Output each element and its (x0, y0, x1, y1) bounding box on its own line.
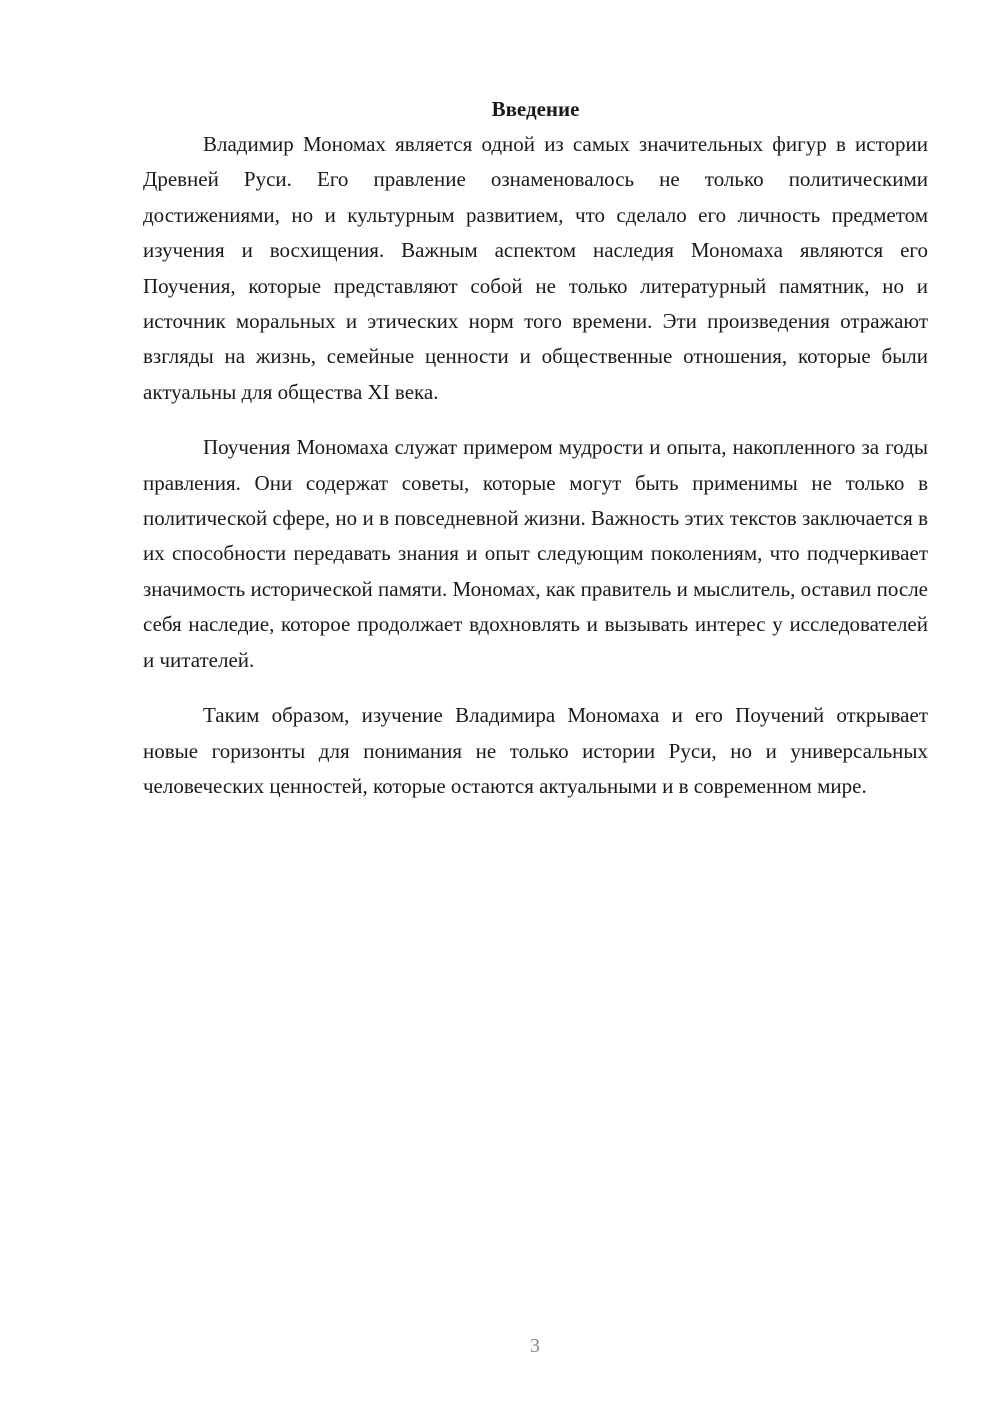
page-number: 3 (530, 1335, 540, 1357)
paragraph-3: Таким образом, изучение Владимира Мономаха и его Поучений открывает новые горизонты для понимания не только истории Руси, но и универсальных человеческих ценностей, которые остаются актуальными и в современном мире. (143, 703, 928, 798)
paragraph-1: Владимир Мономах является одной из самых значительных фигур в истории Древней Руси. Его правление ознаменовалось не только политическими достижениями, но и культурным развитием, что сделало его личность предметом изучения и восхищения. Важным аспектом наследия Мономаха являются его Поучения, которые представляют собой не только литературный памятник, но и источник моральных и этических норм того времени. Эти произведения отражают взгляды на жизнь, семейные ценности и общественные отношения, которые были актуальны для общества XI века. (143, 132, 928, 404)
section-title: Введение (491, 97, 580, 121)
paragraph-2: Поучения Мономаха служат примером мудрости и опыта, накопленного за годы правления. Они содержат советы, которые могут быть применимы не только в политической сфере, но и в повседневной жизни. Важность этих текстов заключается в их способности передавать знания и опыт следующим поколениям, что подчеркивает значимость исторической памяти. Мономах, как правитель и мыслитель, оставил после себя наследие, которое продолжает вдохновлять и вызывать интерес у исследователей и читателей. (143, 435, 928, 672)
page-content (143, 92, 928, 824)
